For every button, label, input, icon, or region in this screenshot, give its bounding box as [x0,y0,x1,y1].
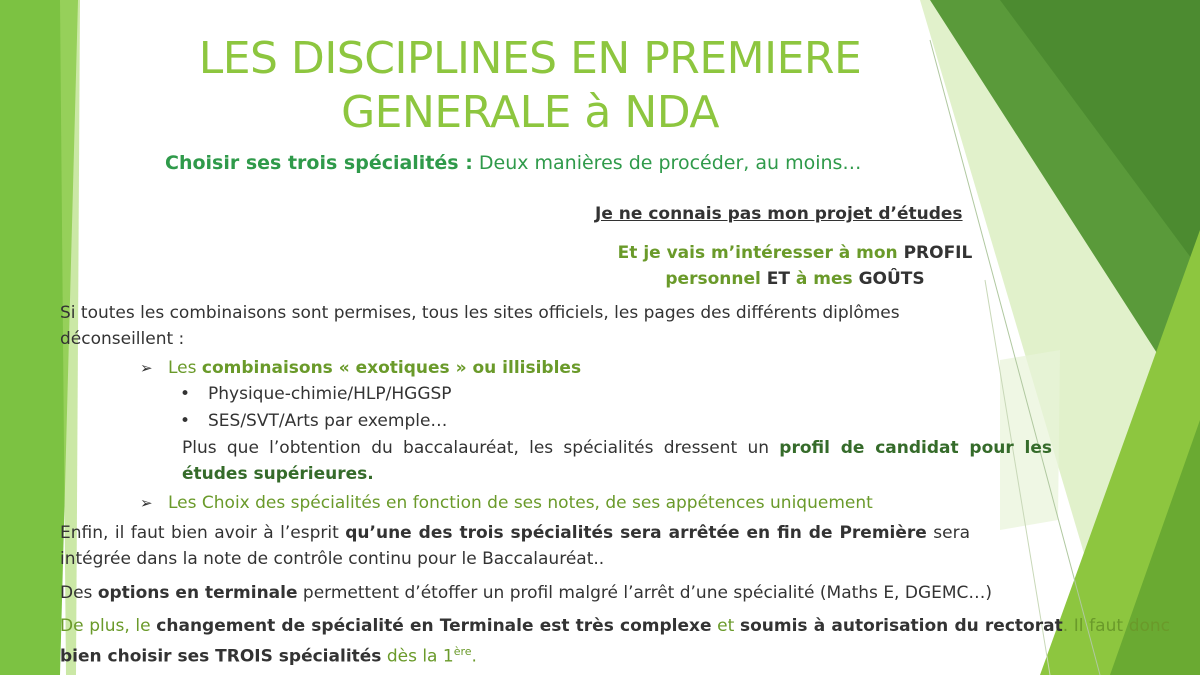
arrow-item-text: Les [168,358,202,378]
enfin-bold: qu’une des trois spécialités sera arrêtée en fin de Première [345,523,927,543]
indent-paragraph [182,435,1052,487]
title-line-2: GENERALE à NDA [341,87,719,138]
subtitle-bold: Choisir ses trois spécialités : [165,152,473,174]
bullet-text: SES/SVT/Arts par exemple… [208,411,448,431]
deplus-superscript: ère [453,645,472,658]
right-sub-profil: PROFIL [903,243,973,263]
arrow-item-2 [140,490,873,516]
options-paragraph [60,580,1160,606]
arrow-bullet-icon: ➢ [140,494,153,512]
slide-title [130,32,930,140]
right-heading: Je ne connais pas mon projet d’études [595,204,963,224]
options-text: Des [60,583,98,603]
arrow-item-text: Les Choix des spécialités en fonction de ses notes, de ses appétences uniquement [168,493,873,513]
title-line-1: LES DISCIPLINES EN PREMIERE [198,33,862,84]
indent-bold: profil de candidat pour les études supérieures. [182,438,1052,484]
right-sub-et: ET [766,269,790,289]
right-sub-text: personnel [665,269,767,289]
subtitle-rest: Deux manières de procéder, au moins… [472,152,862,174]
arrow-item-bold: combinaisons « exotiques » ou illisibles [201,358,582,378]
bullet-item-2 [180,408,447,434]
arrow-item-1 [140,355,581,381]
deplus-text: De plus, le [60,616,157,636]
right-subheading [585,240,1005,292]
bullet-text: Physique-chimie/HLP/HGGSP [208,384,452,404]
subtitle [165,152,985,174]
deplus-text: et [711,616,740,636]
deplus-text: . [471,646,477,667]
options-text: permettent d’étoffer un profil malgré l’arrêt d’une spécialité (Maths E, DGEMC…) [297,583,993,603]
deplus-bold: bien choisir ses TROIS spécialités [60,646,382,667]
right-sub-text: à mes [789,269,859,289]
options-bold: options en terminale [97,583,298,603]
deplus-text: . Il faut donc [1062,616,1171,636]
right-sub-text: Et je vais m’intéresser à mon [617,243,904,263]
arrow-bullet-icon: ➢ [140,359,153,377]
bullet-dot-icon: • [180,411,191,431]
deplus-bold: soumis à autorisation du rectorat [739,616,1063,636]
bullet-dot-icon: • [180,384,191,404]
right-sub-gouts: GOÛTS [858,269,925,289]
indent-text: Plus que l’obtention du baccalauréat, les spécialités dressent un [182,438,780,458]
bullet-item-1 [180,381,452,407]
deplus-text: dès la 1 [381,646,454,667]
intro-paragraph: Si toutes les combinaisons sont permises, tous les sites officiels, les pages des différents diplômes déconseillent : [60,303,900,349]
deplus-paragraph [60,613,1170,670]
enfin-paragraph [60,520,970,572]
enfin-text: Enfin, il faut bien avoir à l’esprit [60,523,346,543]
enfin-text: sera intégrée dans la note de contrôle continu pour le Baccalauréat.. [60,523,971,569]
deplus-bold: changement de spécialité en Terminale est très complexe [156,616,712,636]
